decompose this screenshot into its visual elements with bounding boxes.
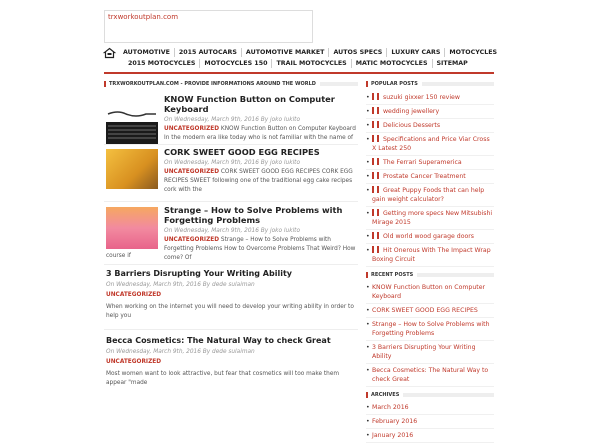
post-meta: On Wednesday, March 9th, 2016 By joko lukito	[164, 228, 300, 234]
bars-icon	[372, 232, 380, 239]
nav-divider	[104, 72, 494, 74]
recent-posts-list	[366, 281, 494, 387]
nav-autos-specs[interactable]: AUTOS SPECS	[328, 48, 386, 57]
nav-2015-motocycles[interactable]: 2015 MOTOCYCLES	[128, 60, 196, 67]
post-item	[104, 147, 358, 205]
bars-icon	[372, 246, 380, 253]
nav-matic-motocycles[interactable]: MATIC MOTOCYCLES	[351, 59, 432, 68]
section-title: TRXWORKOUTPLAN.COM - PROVIDE INFORMATIONS AROUND THE WORLD	[104, 80, 358, 88]
post-title[interactable]: Becca Cosmetics: The Natural Way to check Great	[106, 336, 331, 345]
popular-posts-list	[366, 91, 494, 267]
recent-post-link[interactable]: • Strange – How to Solve Problems with Forgetting Problems	[366, 318, 494, 341]
archive-link[interactable]: • March 2016	[366, 401, 494, 415]
post-item	[104, 205, 358, 267]
recent-post-link[interactable]: • KNOW Function Button on Computer Keyboard	[366, 281, 494, 304]
post-category[interactable]: UNCATEGORIZED	[164, 237, 220, 243]
bars-icon	[372, 121, 380, 128]
bars-icon	[372, 107, 380, 114]
popular-post-link[interactable]: • Delicious Desserts	[366, 119, 494, 133]
popular-post-link[interactable]: • Old world wood garage doors	[366, 230, 494, 244]
sidebar	[366, 80, 494, 443]
post-category[interactable]: UNCATEGORIZED	[106, 292, 162, 298]
nav-trail-motocycles[interactable]: TRAIL MOTOCYCLES	[271, 59, 350, 68]
recent-post-link[interactable]: • Becca Cosmetics: The Natural Way to check Great	[366, 364, 494, 387]
post-meta: On Wednesday, March 9th, 2016 By dede sulaiman	[106, 349, 255, 355]
post-thumbnail-keyboard[interactable]	[106, 108, 158, 144]
post-excerpt: When working on the internet you will need to develop your writing ability in order to help you	[106, 304, 354, 319]
nav-motocycles-150[interactable]: MOTOCYCLES 150	[199, 59, 271, 68]
recent-posts-title: RECENT POSTS	[366, 271, 494, 279]
post-excerpt-tail: course if	[106, 253, 131, 259]
nav-sitemap[interactable]: SITEMAP	[432, 59, 472, 68]
post-title[interactable]: KNOW Function Button on Computer Keyboard	[164, 94, 335, 114]
archive-link[interactable]: • February 2016	[366, 415, 494, 429]
popular-post-link[interactable]: • wedding jewellery	[366, 105, 494, 119]
recent-post-link[interactable]: • CORK SWEET GOOD EGG RECIPES	[366, 304, 494, 318]
popular-posts-title: POPULAR POSTS	[366, 80, 494, 88]
nav-automotive-market[interactable]: AUTOMOTIVE MARKET	[241, 48, 329, 57]
nav-luxury-cars[interactable]: LUXURY CARS	[386, 48, 444, 57]
main-nav	[104, 47, 498, 69]
post-title[interactable]: Strange – How to Solve Problems with Forgetting Problems	[164, 205, 343, 225]
post-title[interactable]: CORK SWEET GOOD EGG RECIPES	[164, 147, 320, 157]
nav-2015-autocars[interactable]: 2015 AUTOCARS	[174, 48, 241, 57]
post-meta: On Wednesday, March 9th, 2016 By dede sulaiman	[106, 282, 255, 288]
recent-post-link[interactable]: • 3 Barriers Disrupting Your Writing Ability	[366, 341, 494, 364]
bars-icon	[372, 93, 380, 100]
popular-post-link[interactable]: • The Ferrari Superamerica	[366, 156, 494, 170]
post-item	[104, 269, 358, 321]
post-thumbnail-hearts[interactable]	[106, 207, 158, 249]
post-item	[104, 336, 358, 388]
popular-post-link[interactable]: • suzuki gixxer 150 review	[366, 91, 494, 105]
post-excerpt: Most women want to look attractive, but fear that cosmetics will too make them appear "made	[106, 371, 340, 386]
post-excerpt: UNCATEGORIZED KNOW Function Button on Computer Keyboard In the modern era like today who is not familiar with the name of	[164, 126, 356, 141]
post-thumbnail-fries[interactable]	[106, 149, 158, 189]
post-meta: On Wednesday, March 9th, 2016 By joko lukito	[164, 117, 300, 123]
post-excerpt: UNCATEGORIZED Strange – How to Solve Problems with Forgetting Problems How to Overcome Problems That Weird? How come? Of	[164, 237, 356, 261]
archives-title: ARCHIVES	[366, 391, 494, 399]
archives-list	[366, 401, 494, 443]
archive-link[interactable]: • January 2016	[366, 429, 494, 443]
nav-automotive[interactable]: AUTOMOTIVE	[123, 49, 170, 56]
post-item	[104, 94, 358, 142]
popular-post-link[interactable]: • Specifications and Price Viar Cross X Latest 250	[366, 133, 494, 156]
home-icon[interactable]	[104, 47, 115, 58]
bars-icon	[372, 158, 380, 165]
post-category[interactable]: UNCATEGORIZED	[164, 169, 220, 175]
post-excerpt: UNCATEGORIZED CORK SWEET GOOD EGG RECIPES CORK EGG RECIPES SWEET following one of the traditional egg cake recipes cork with the	[164, 169, 353, 193]
popular-post-link[interactable]: • Great Puppy Foods that can help gain weight calculator?	[366, 184, 494, 207]
post-category[interactable]: UNCATEGORIZED	[164, 126, 220, 132]
main-content	[104, 80, 358, 386]
popular-post-link[interactable]: • Getting more specs New Mitsubishi Mirage 2015	[366, 207, 494, 230]
popular-post-link[interactable]: • Prostate Cancer Treatment	[366, 170, 494, 184]
nav-motocycles[interactable]: MOTOCYCLES	[444, 48, 501, 57]
bars-icon	[372, 135, 380, 142]
post-category[interactable]: UNCATEGORIZED	[106, 359, 162, 365]
bars-icon	[372, 172, 380, 179]
site-name-link[interactable]: trxworkoutplan.com	[108, 13, 179, 21]
bars-icon	[372, 186, 380, 193]
header-banner	[104, 10, 313, 43]
popular-post-link[interactable]: • Hit Onerous With The Impact Wrap Boxing Circuit	[366, 244, 494, 267]
post-title[interactable]: 3 Barriers Disrupting Your Writing Ability	[106, 269, 292, 278]
post-meta: On Wednesday, March 9th, 2016 By joko lukito	[164, 160, 300, 166]
bars-icon	[372, 209, 380, 216]
